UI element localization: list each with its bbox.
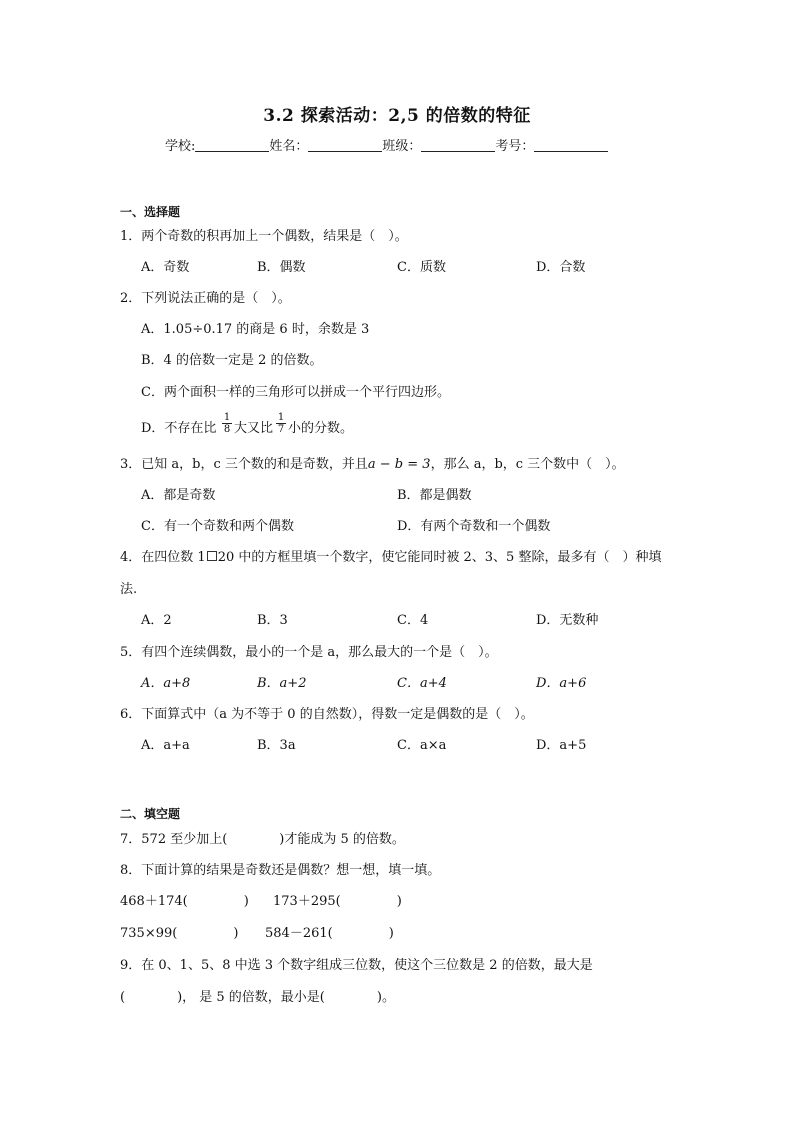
question-4-stem-line2: 法. [120,582,138,597]
section-heading-choice: 一、选择题 [120,205,181,219]
question-6-option-a: A．a+a [141,738,190,753]
fraction-one-seventh [276,412,286,435]
digit-box-icon [207,551,217,561]
id-label: 考号： [495,139,535,154]
question-5-option-c: C．a+4 [397,676,447,691]
question-3-expression: a − b = 3 [367,457,431,472]
question-2-option-b: B．4 的倍数一定是 2 的倍数。 [141,353,323,368]
fraction-numerator: 1 [223,412,231,423]
id-blank [534,139,608,152]
question-6-option-d: D．a+5 [536,738,587,753]
question-2-option-d-mid: 大又比 [234,421,274,436]
question-3-option-c: C．有一个奇数和两个偶数 [141,519,294,534]
question-3-stem [120,457,625,473]
school-label: 学校: [165,139,196,154]
section-heading-fill: 二、填空题 [120,807,181,821]
question-3-stem-post: ，那么 a，b，c 三个数中（ ）。 [430,457,625,472]
expr-text: 468＋174( [120,894,188,909]
question-4-stem [120,550,661,566]
expr-close: ) [243,894,249,909]
class-blank [421,139,495,152]
class-label: 班级： [382,139,422,154]
name-blank [308,139,382,152]
question-3-option-a: A．都是奇数 [141,488,216,503]
question-2-option-a: A．1.05÷0.17 的商是 6 时，余数是 3 [141,322,370,337]
question-1-stem: 1．两个奇数的积再加上一个偶数，结果是（ ）。 [120,229,408,244]
fraction-denominator: 7 [277,424,285,435]
question-1-option-d: D．合数 [536,260,586,275]
question-5-option-a: A．a+8 [141,676,191,691]
question-8-stem: 8．下面计算的结果是奇数还是偶数？想一想，填一填。 [120,863,441,878]
question-8-expr-1 [120,894,249,910]
fraction-numerator: 1 [277,412,285,423]
question-3-option-b: B．都是偶数 [397,488,472,503]
fraction-one-eighth [222,412,232,435]
expr-close: ) [233,926,239,941]
question-4-option-c: C．4 [397,613,429,628]
question-3-stem-pre: 3．已知 a，b，c 三个数的和是奇数，并且 [120,457,368,472]
question-6-option-b: B．3a [257,738,296,753]
page-title: 3.2 探索活动：2,5 的倍数的特征 [263,106,531,126]
question-4-option-a: A．2 [141,613,172,628]
question-4-option-d: D．无数种 [536,613,599,628]
school-blank [195,139,269,152]
question-1-option-b: B．偶数 [257,260,306,275]
question-4-stem-post: 20 中的方框里填一个数字，使它能同时被 2、3、5 整除，最多有（ ）种填 [217,550,662,565]
question-2-option-d-post: 小的分数。 [288,421,354,436]
question-8-expr-3 [120,926,238,942]
question-6-option-c: C．a×a [397,738,447,753]
question-6-stem: 6．下面算式中（a 为不等于 0 的自然数），得数一定是偶数的是（ ）。 [120,707,534,722]
expr-close: ) [396,894,402,909]
info-line [165,139,608,155]
question-1-option-c: C．质数 [397,260,446,275]
expr-text: 735×99( [120,926,178,941]
question-3-option-d: D．有两个奇数和一个偶数 [397,519,551,534]
name-label: 姓名： [269,139,309,154]
expr-text: 584－261( [265,926,333,941]
question-5-stem: 5．有四个连续偶数，最小的一个是 a，那么最大的一个是（ ）。 [120,645,498,660]
question-8-expr-2 [273,894,402,910]
question-5-option-b: B．a+2 [257,676,307,691]
question-5-option-d: D．a+6 [536,676,587,691]
question-9-line-2: ( )， 是 5 的倍数，最小是( )。 [120,990,395,1005]
expr-close: ) [388,926,394,941]
question-7-stem: 7．572 至少加上( )才能成为 5 的倍数。 [120,832,405,847]
question-4-option-b: B．3 [257,613,288,628]
question-2-option-d-pre: D．不存在比 [141,421,217,436]
question-2-option-c: C．两个面积一样的三角形可以拼成一个平行四边形。 [141,385,450,400]
question-2-stem: 2．下列说法正确的是（ ）。 [120,291,291,306]
question-9-line-1: 9．在 0、1、5、8 中选 3 个数字组成三位数，使这个三位数是 2 的倍数，最大是 [120,958,593,973]
expr-text: 173＋295( [273,894,341,909]
fraction-denominator: 8 [223,424,231,435]
question-4-stem-pre: 4．在四位数 1 [120,550,206,565]
question-8-expr-4 [265,926,394,942]
question-1-option-a: A．奇数 [141,260,190,275]
